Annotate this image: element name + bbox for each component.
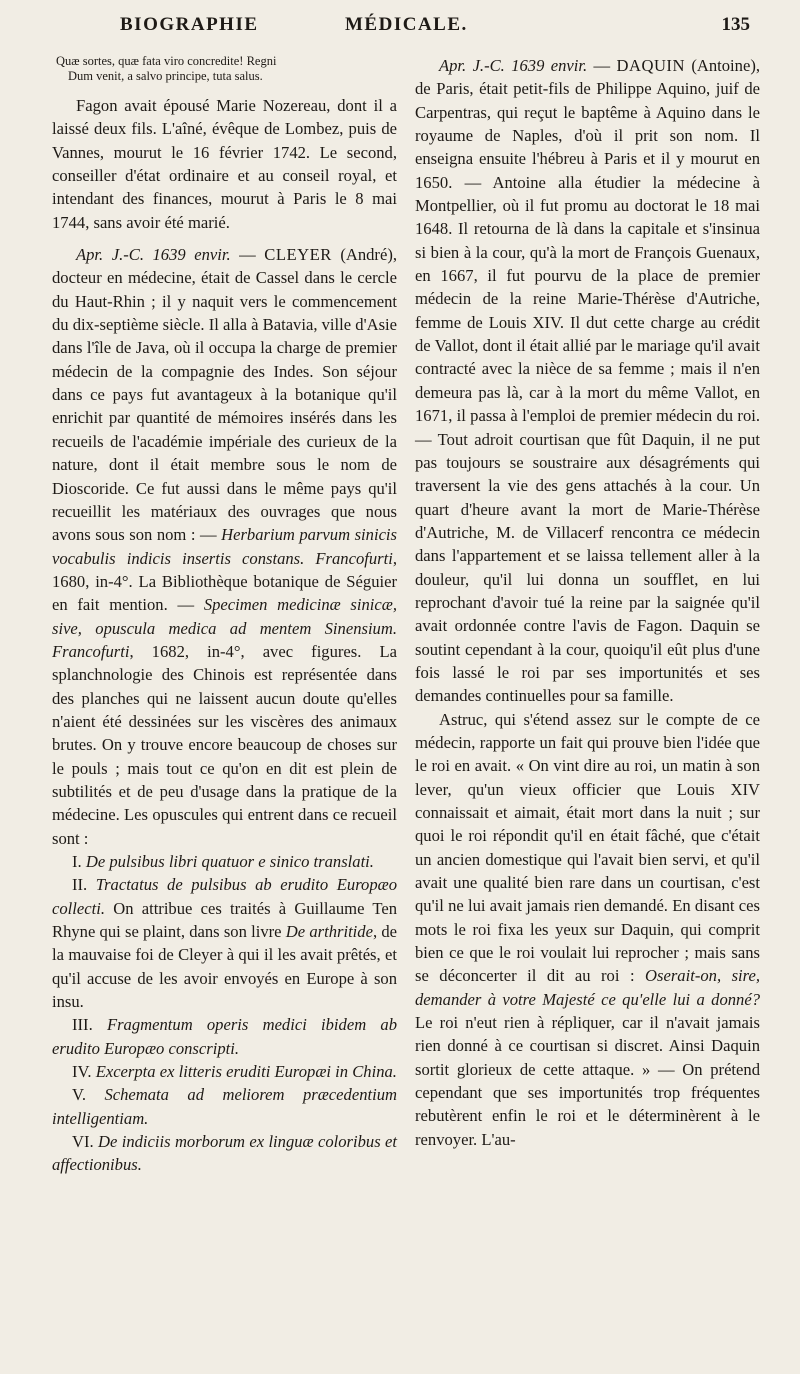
item-number: II. xyxy=(72,875,88,895)
daquin-date: Apr. J.-C. 1639 envir. xyxy=(439,56,588,75)
opuscule-item-1 xyxy=(52,850,397,873)
item-number: VI. xyxy=(72,1132,94,1152)
opuscule-item-3 xyxy=(52,1013,397,1060)
cleyer-name: CLEYER xyxy=(264,245,332,265)
daquin-text: (Antoine), de Paris, était petit-fils de Philippe Aquino, juif de Carpentras, qui reçut le baptême à Aquino dans le royaume de Naples, d'où il prit son nom. Il enseigna ensuite l'hébreu à Paris et il y mourut en 1650. — Antoine alla étudier la médecine à Montpellier, où il fut promu au doctorat le 18 mai 1648. Il retourna de là dans la capitale et s'insinua si bien à la cour, qu'à la mort de François Guenaux, en 1667, il fut pourvu de la place de premier médecin de la reine Marie-Thérèse d'Autriche, femme de Louis XIV. Il dut cette charge au crédit de Vallot, dont il était allié par le mariage qu'il avait contracté avec la nièce de sa femme ; mais il n'en demeura pas là, car à la mort du même Vallot, en 1671, il passa à l'emploi de premier médecin du roi. — Tout adroit courtisan que fût Daquin, il ne put pas toujours se soustraire aux désagréments qui traversent la vie des gens attachés à la cour. Un quart d'heure avant la mort de Marie-Thérèse d'Autriche, M. de Villacerf rencontra ce médecin dans l'appartement et se laissa tellement aller à la douleur, qu'il lui donna un soufflet, en lui reprochant d'avoir tué la reine par la saignée qu'il avait ordonnée contre l'avis de Fagon. Daquin se soutint cependant à la cour, quoiqu'il eût plus d'une fois lassé le roi par ses importunités et ses demandes continuelles pour sa famille. xyxy=(415,56,760,706)
epigraph xyxy=(52,54,397,84)
page-number: 135 xyxy=(721,14,750,35)
cleyer-text: (André), docteur en médecine, était de Cassel dans le cercle du Haut-Rhin ; il y naquit vers le commencement du dix-septième siècle. Il alla à Batavia, ville d'Asie dans l'île de Java, où il occupa la charge de premier médecin de la compagnie des Indes. Son séjour dans ce pays fut avantageux à la botanique qu'il enrichit par quantité de mémoires insérés dans les recueils de l'académie impériale des curieux de la nature, dont il était membre sous le nom de Dioscoride. Ce fut aussi dans le même pays qu'il recueillit les matériaux des ouvrages que nous avons sous son nom : — xyxy=(52,245,397,545)
item-title: Schemata ad meliorem præcedentium intelligentiam. xyxy=(52,1085,397,1128)
opuscule-item-5 xyxy=(52,1083,397,1130)
running-header xyxy=(50,14,750,40)
astruc-paragraph xyxy=(415,708,760,1152)
opuscule-item-4 xyxy=(52,1060,397,1083)
item-number: IV. xyxy=(72,1062,92,1082)
daquin-entry: Apr. J.-C. 1639 envir. — DAQUIN (Antoine), de Paris, était petit-fils de Philippe Aquino, juif de Carpentras, qui reçut le baptême à Aquino dans le royaume de Naples, d'où il prit son nom. Il enseigna ensuite l'hébreu à Paris et il y mourut en 1650. — Antoine alla étudier la médecine à Montpellier, où il fut promu au doctorat le 18 mai 1648. Il retourna de là dans la capitale et s'insinua si bien à la cour, qu'à la mort de François Guenaux, en 1667, il fut pourvu de la place de premier médecin de la reine Marie-Thérèse d'Autriche, femme de Louis XIV. Il dut cette charge au crédit de Vallot, dont il était allié par le mariage qu'il avait contracté avec la nièce de sa femme ; mais il n'en demeura pas là, car à la mort du même Vallot, en 1671, il passa à l'emploi de premier médecin du roi. — Tout adroit courtisan que fût Daquin, il ne put pas toujours se soustraire aux désagréments qui traversent la vie des gens attachés à la cour. Un quart d'heure avant la mort de Marie-Thérèse d'Autriche, M. de Villacerf rencontra ce médecin dans l'appartement et se laissa tellement aller à la douleur, qu'il lui donna un soufflet, en lui reprochant d'avoir tué la reine par la saignée qu'il avait ordonnée contre l'avis de Fagon. Daquin se soutint cependant à la cour, quoiqu'il eût plus d'une fois lassé le roi par ses importunités et ses demandes continuelles pour sa famille. xyxy=(415,56,760,706)
item-title: De indiciis morborum ex linguæ coloribus et affectionibus. xyxy=(52,1132,397,1175)
item-number: III. xyxy=(72,1015,93,1035)
astruc-text: Astruc, qui s'étend assez sur le compte de ce médecin, rapporte un fait qui prouve bien l'idée que le roi en avait. « On vint dire au roi, un matin à son lever, qu'un vieux officier que Louis XIV connaissait et aimait, était mort dans la nuit ; sur quoi le roi répondit qu'il en était fâché, que c'était un ancien domestique qui l'avait bien servi, et qu'il avait une qualité bien rare dans un courtisan, c'est qu'il ne lui avait jamais rien demandé. En disant ces mots le roi fixa les yeux sur Daquin, qui comprit bien ce que le roi voulait lui reprocher ; mais sans se déconcerter il dit au roi : xyxy=(415,709,760,986)
fagon-paragraph: Fagon avait épousé Marie Nozereau, dont il a laissé deux fils. L'aîné, évêque de Lombez, puis de Vannes, mourut le 16 février 1742. Le second, conseiller d'état ordinaire et au conseil royal, et intendant des finances, mourut à Paris le 8 mai 1744, sans avoir été marié. xyxy=(52,96,397,232)
item-title: Fragmentum operis medici ibidem ab erudito Europæo conscripti. xyxy=(52,1015,397,1058)
item-title: De pulsibus libri quatuor e sinico translati. xyxy=(85,852,374,871)
epigraph-line-2: Dum venit, a salvo principe, tuta salus. xyxy=(68,69,263,83)
right-column xyxy=(415,54,760,1151)
header-right: MÉDICALE. xyxy=(345,14,468,35)
specimen-title: Specimen medicinæ sinicæ, sive, opuscula medica ad mentem Sinensium. Francofurti xyxy=(52,595,397,661)
opuscule-item-6 xyxy=(52,1130,397,1177)
item-text: On attribue ces traités à Guillaume Ten Rhyne qui se plaint, dans son livre xyxy=(52,898,397,942)
epigraph-line-1: Quæ sortes, quæ fata viro concredite! Regni xyxy=(56,54,277,68)
item-number: V. xyxy=(72,1085,86,1105)
herbarium-pub: , 1680, in-4°. La Bibliothèque botanique de Séguier en fait mention. — xyxy=(52,548,397,615)
specimen-pub: , 1682, in-4°, avec figures. La splanchnologie des Chinois est représentée dans des planches qui ne laissent aucun doute qu'elles n'aient été dessinées sur les viscères des animaux brutes. On y trouve encore beaucoup de choses sur le pouls ; mais tout ce qu'on en dit est plein de subtilités et de peu d'usage dans la pratique de la médecine. Les opuscules qui entrent dans ce recueil sont : xyxy=(52,641,397,848)
cleyer-entry: Apr. J.-C. 1639 envir. — CLEYER (André), docteur en médecine, était de Cassel dans le cercle du Haut-Rhin ; il y naquit vers le commencement du dix-septième siècle. Il alla à Batavia, ville d'Asie dans l'île de Java, où il occupa la charge de premier médecin de la compagnie des Indes. Son séjour dans ce pays fut avantageux à la botanique qu'il enrichit par quantité de mémoires insérés dans les recueils de l'académie impériale des curieux de la nature, dont il était membre sous le nom de Dioscoride. Ce fut aussi dans le même pays qu'il recueillit les matériaux des ouvrages que nous avons sous son nom : — Herbarium parvum sinicis vocabulis indicis insertis constans. Francofurti, 1680, in-4°. La Bibliothèque botanique de Séguier en fait mention. — Specimen medicinæ sinicæ, sive, opuscula medica ad mentem Sinensium. Francofurti, 1682, in-4°, avec figures. La splanchnologie des Chinois est représentée dans des planches qui ne laissent aucun doute qu'elles n'aient été dessinées sur les viscères des animaux brutes. On y trouve encore beaucoup de choses sur le pouls ; mais tout ce qu'on en dit est plein de subtilités et de peu d'usage dans la pratique de la médecine. Les opuscules qui entrent dans ce recueil sont : xyxy=(52,245,397,848)
left-column xyxy=(52,54,397,1177)
astruc-end: Le roi n'eut rien à répliquer, car il n'avait jamais rien donné à ce courtisan si discret. Ainsi Daquin sortit glorieux de cette attaque. » — On prétend cependant que ses importunités trop fréquentes rebutèrent enfin le roi et le déterminèrent à le renvoyer. L'au- xyxy=(415,1013,760,1149)
header-left: BIOGRAPHIE xyxy=(120,14,259,35)
item-text-secondary: , de la mauvaise foi de Cleyer à qui il les avait prêtés, et qu'il accuse de les avoir envoyés en Europe à son insu. xyxy=(52,922,397,1012)
opuscule-item-2 xyxy=(52,873,397,1013)
daquin-name: DAQUIN xyxy=(616,56,685,75)
cleyer-date: Apr. J.-C. 1639 envir. xyxy=(76,245,231,265)
herbarium-title: Herbarium parvum sinicis vocabulis indicis insertis constans. Francofurti xyxy=(52,525,397,568)
item-title: Excerpta ex litteris eruditi Europæi in China. xyxy=(95,1062,397,1082)
item-number: I. xyxy=(72,852,82,871)
item-title-secondary: De arthritide xyxy=(285,922,373,942)
astruc-quote: Oserait-on, sire, demander à votre Majesté ce qu'elle lui a donné? xyxy=(415,966,761,1009)
item-title: Tractatus de pulsibus ab erudito Europæo collecti. xyxy=(52,875,397,918)
